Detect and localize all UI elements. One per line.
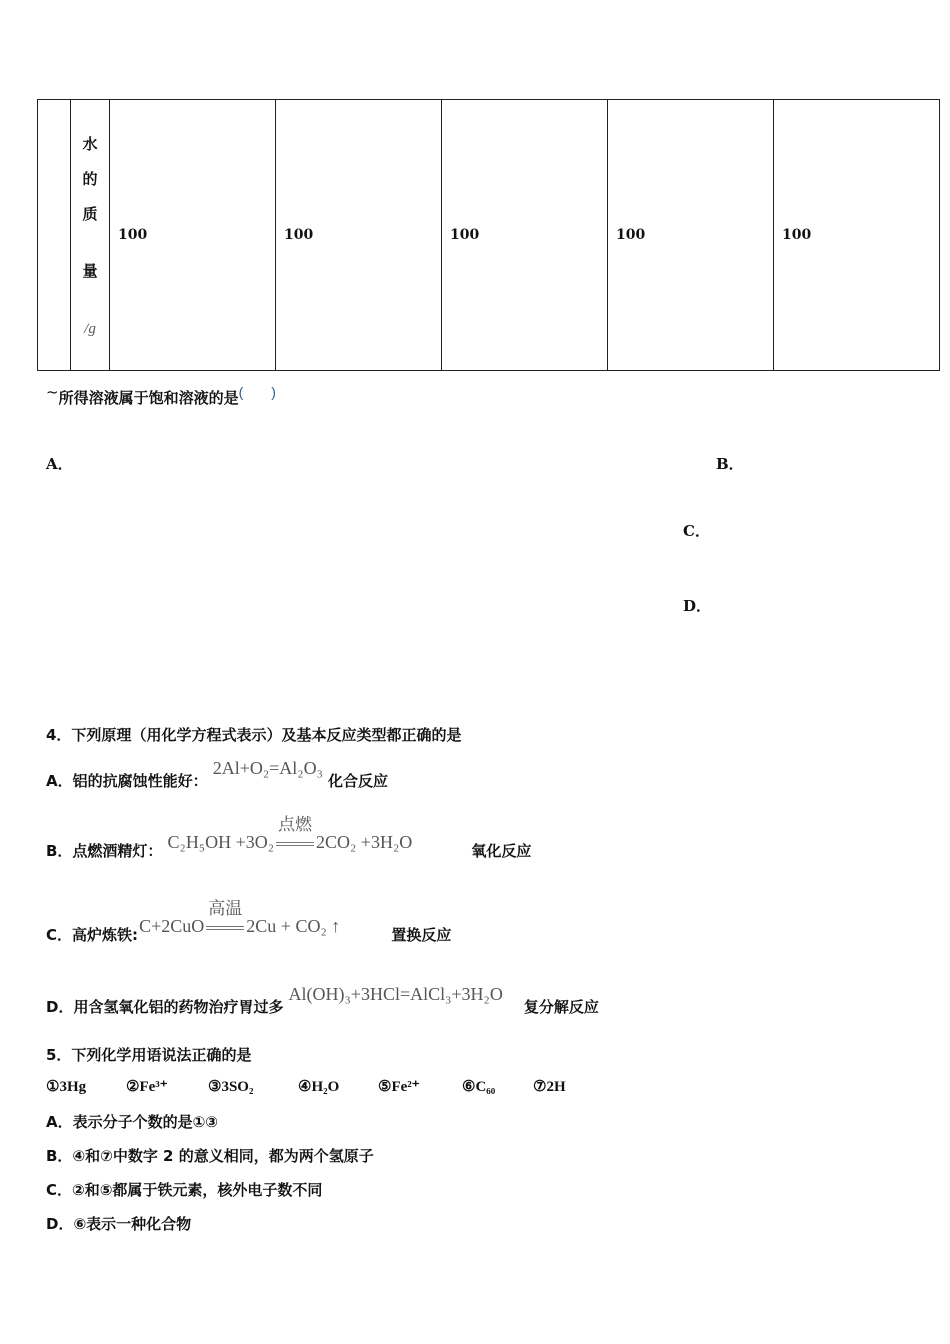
q5-stem: 5．下列化学用语说法正确的是 [46,1046,252,1064]
answer-paren-close: ) [271,384,276,400]
row-label-char: 质 [82,204,98,223]
q3-option-d: D． [683,597,712,615]
q4-d-equation: Al(OH)₃+3HCl=AlCl₃+3H₂O [288,984,503,1004]
q5-option-a: A．表示分子个数的是①③ [46,1113,219,1131]
q4-c-condition: 高温 [208,899,243,918]
q4-b-condition: 点燃 [278,815,313,834]
q4-b-label: B．点燃酒精灯： [46,842,163,860]
water-mass-table [37,99,940,371]
q4-option-a [46,758,388,790]
q5-option-b: B．④和⑦中数字 2 的意义相同，都为两个氢原子 [46,1147,374,1165]
q4-option-b [46,815,532,860]
q4-option-d [46,984,599,1016]
q5-symbol-1: ①3Hg [46,1079,87,1095]
q4-option-c [46,899,452,944]
q5-symbol-6: ⑥C₆₀ [462,1079,496,1095]
q4-c-type: 置换反应 [391,926,452,944]
row-label-cell [71,100,110,371]
table-cell-value: 100 [442,100,608,371]
q5-symbol-2: ②Fe³⁺ [126,1079,168,1095]
q5-option-d: D．⑥表示一种化合物 [46,1215,192,1233]
q4-c-eq-left: C+2CuO [139,916,205,936]
table-cell-value: 100 [276,100,442,371]
q4-b-eq-right: 2CO₂ +3H₂O [316,832,413,852]
table-cell-value: 100 [110,100,276,371]
q5-symbol-3: ③3SO₂ [208,1079,254,1095]
table-cell-empty [38,100,71,371]
q3-option-a: A． [46,455,73,473]
q4-c-condition-arrow [206,899,244,937]
table-cell-value: 100 [774,100,940,371]
q4-d-label: D．用含氢氧化铝的药物治疗胃过多 [46,998,284,1016]
row-label-char: 量 [82,261,98,280]
q4-c-eq-right: 2Cu + CO₂ ↑ [246,916,341,936]
q5-option-c: C．②和⑤都属于铁元素，核外电子数不同 [46,1181,323,1199]
answer-paren-open: ( [238,384,244,400]
row-label-char: 的 [82,169,98,188]
q5-symbol-5: ⑤Fe²⁺ [378,1079,420,1095]
q3-stem-line [46,383,276,408]
q3-stem: 所得溶液属于饱和溶液的是 [58,389,239,407]
row-label-unit: /g [84,320,96,337]
q4-d-type: 复分解反应 [523,998,599,1016]
q3-option-c: C． [683,522,710,540]
q4-b-type: 氧化反应 [471,842,532,860]
q3-option-b: B． [716,455,744,473]
q4-c-label: C．高炉炼铁: [46,926,139,944]
q4-stem: 4．下列原理（用化学方程式表示）及基本反应类型都正确的是 [46,726,462,744]
q4-a-equation: 2Al+O₂=Al₂O₃ [212,758,323,778]
q4-b-eq-left: C₂H₅OH +3O₂ [167,832,275,852]
table-cell-value: 100 [608,100,774,371]
q5-symbol-7: ⑦2H [533,1079,566,1095]
q3-prefix-mark: ~ [46,383,59,401]
q4-a-label: A．铝的抗腐蚀性能好： [46,772,208,790]
table-row [38,100,940,371]
q5-symbol-4: ④H₂O [298,1079,340,1095]
row-label-char: 水 [82,134,98,153]
q4-b-condition-arrow [276,815,314,853]
q4-a-type: 化合反应 [327,772,388,790]
